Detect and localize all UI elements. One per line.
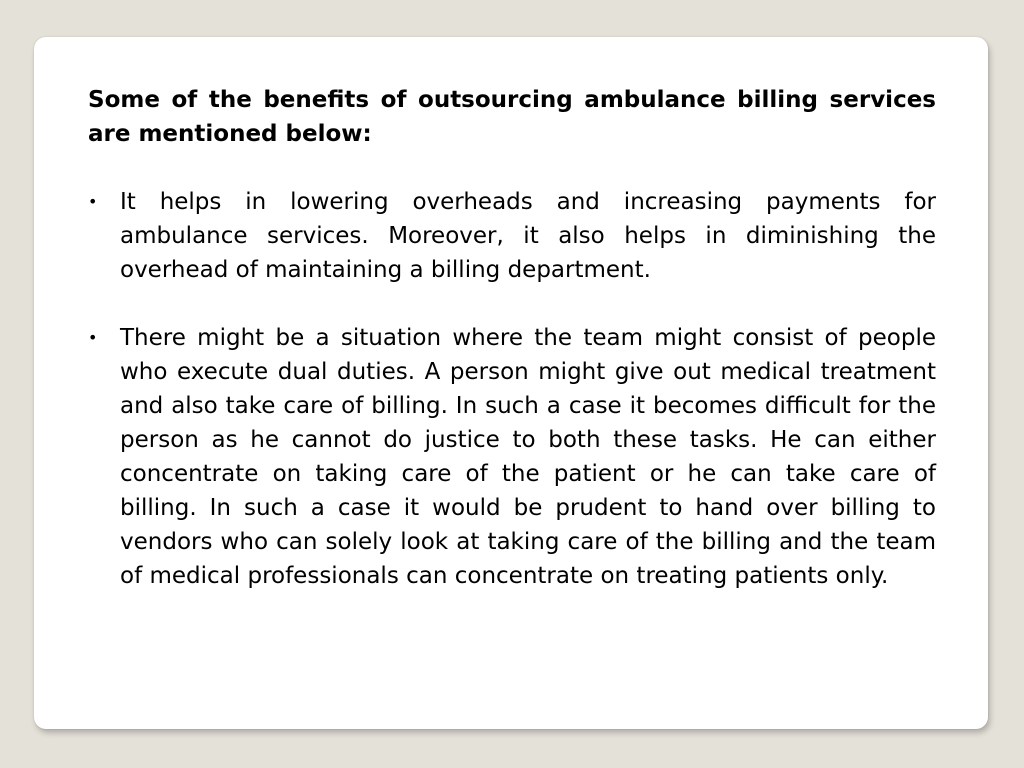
bullet-text-2: There might be a situation where the team might consist of people who execute dual duties. A person might give out medical treatment and also take care of billing. In such a case it becomes difficult for the person as he cannot do justice to both these tasks. He can either concentrate on taking care of the patient or he can take care of billing. In such a case it would be prudent to hand over billing to vendors who can solely look at taking care of the billing and the team of medical professionals can concentrate on treating patients only. bbox=[120, 325, 936, 589]
bullet-dot-icon: • bbox=[88, 192, 98, 211]
bullet-text-1: It helps in lowering overheads and increasing payments for ambulance services. Moreover, it also helps in diminishing the overhead of maintaining a billing department. bbox=[120, 189, 936, 283]
bullet-item-2 bbox=[88, 321, 936, 593]
slide-content bbox=[88, 83, 936, 593]
bullet-item-1 bbox=[88, 185, 936, 287]
slide-heading: Some of the benefits of outsourcing ambulance billing services are mentioned below: bbox=[88, 87, 936, 147]
bullet-dot-icon: • bbox=[88, 328, 98, 347]
bullet-list bbox=[88, 185, 936, 593]
